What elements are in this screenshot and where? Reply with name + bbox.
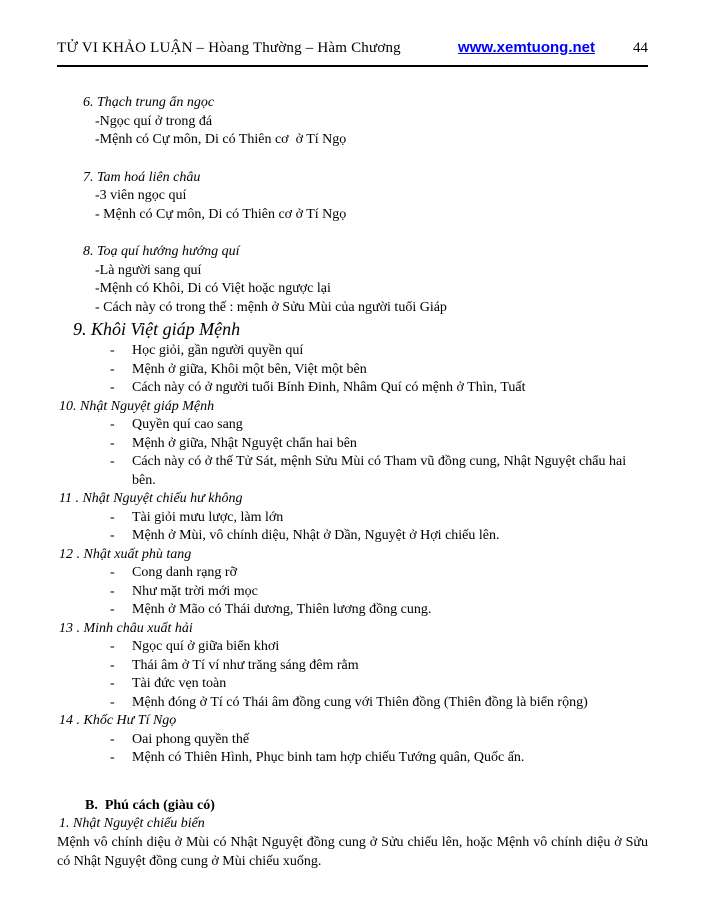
item-text: Oai phong quyền thế [132, 731, 250, 747]
list-item [57, 657, 648, 676]
dash-bullet: - [110, 602, 115, 617]
paragraph: Mệnh vô chính diệu ở Mùi có Nhật Nguyệt đồng cung ở Sửu chiếu lên, hoặc Mệnh vô chính diệu ở Sửu có Nhật Nguyệt đồng cung ở Mùi chiếu xuống. [57, 835, 648, 869]
item-text: Tài giỏi mưu lược, làm lớn [132, 509, 284, 525]
list-item: -Là người sang quí [95, 262, 202, 278]
item-text: Mệnh ở Mùi, vô chính diệu, Nhật ở Dần, Nguyệt ở Hợi chiếu lên. [132, 528, 500, 543]
dash-bullet: - [110, 343, 115, 358]
list-item: - Mệnh có Cự môn, Di có Thiên cơ ở Tí Ngọ [95, 206, 347, 222]
content [57, 94, 648, 871]
list-item: -3 viên ngọc quí [95, 188, 187, 203]
item-text: Quyền quí cao sang [132, 417, 243, 432]
item-text: Tài đức vẹn toàn [132, 676, 227, 691]
item-text: Mệnh ở giữa, Nhật Nguyệt chẩn hai bên [132, 435, 357, 451]
section-spacer [57, 768, 648, 797]
dash-bullet: - [110, 454, 115, 469]
dash-bullet: - [110, 750, 115, 765]
dash-bullet: - [110, 676, 115, 691]
list-item [57, 694, 648, 713]
dash-bullet: - [110, 657, 115, 673]
item-text: Cách này có ở thế Tử Sát, mệnh Sửu Mùi có Tham vũ đồng cung, Nhật Nguyệt chẩu hai bên. [132, 454, 627, 488]
list-item [57, 361, 648, 380]
item-text: Thái âm ở Tí ví như trăng sáng đêm rằm [132, 657, 359, 673]
list-item [57, 749, 648, 768]
section-heading: 8. Toạ quí hướng hướng quí [83, 244, 240, 259]
list-item: - Cách này có trong thế : mệnh ở Sửu Mùi của người tuổi Giáp [95, 299, 447, 315]
section-heading: 1. Nhật Nguyệt chiếu biến [59, 816, 205, 831]
item-text: Như mặt trời mới mọc [132, 583, 258, 599]
list-item [57, 435, 648, 454]
list-item [57, 601, 648, 620]
list-item [57, 583, 648, 602]
list-item: -Mệnh có Cự môn, Di có Thiên cơ ở Tí Ngọ [95, 132, 347, 147]
page-header [57, 38, 648, 58]
item-text: Cong danh rạng rỡ [132, 565, 237, 580]
list-item [57, 527, 648, 546]
section-heading: 13 . Minh châu xuất hải [59, 620, 193, 636]
section-spacer [57, 150, 648, 169]
list-item [57, 509, 648, 528]
section-heading: 9. Khôi Việt giáp Mệnh [73, 319, 241, 339]
section-heading: 11 . Nhật Nguyệt chiếu hư không [59, 491, 243, 506]
section-heading: B. Phú cách (giàu có) [85, 797, 215, 813]
list-item [57, 453, 648, 490]
dash-bullet: - [110, 731, 115, 747]
list-item [57, 379, 648, 398]
list-item [57, 564, 648, 583]
list-item [57, 638, 648, 657]
section-heading: 6. Thạch trung ẩn ngọc [83, 95, 215, 110]
item-text: Mệnh ở giữa, Khôi một bên, Việt một bên [132, 361, 367, 377]
dash-bullet: - [110, 417, 115, 432]
list-item [57, 675, 648, 694]
dash-bullet: - [110, 639, 115, 654]
section-heading: 7. Tam hoá liên châu [83, 169, 201, 185]
item-text: Mệnh có Thiên Hình, Phục binh tam hợp chiếu Tướng quân, Quốc ấn. [132, 750, 525, 765]
section-heading: 14 . Khốc Hư Tí Ngọ [59, 713, 177, 728]
section-heading: 10. Nhật Nguyệt giáp Mệnh [59, 398, 215, 414]
dash-bullet: - [110, 380, 115, 395]
list-item: -Ngọc quí ở trong đá [95, 113, 213, 129]
item-text: Ngọc quí ở giữa biển khơi [132, 639, 280, 654]
list-item [57, 731, 648, 750]
list-item: -Mệnh có Khôi, Di có Việt hoặc ngược lại [95, 281, 331, 296]
dash-bullet: - [110, 509, 115, 525]
item-text: Mệnh ở Mão có Thái dương, Thiên lương đồng cung. [132, 602, 432, 617]
dash-bullet: - [110, 565, 115, 580]
section-spacer [57, 224, 648, 243]
page-number: 44 [633, 40, 648, 56]
section-heading: 12 . Nhật xuất phù tang [59, 546, 192, 562]
item-text: Cách này có ở người tuổi Bính Đinh, Nhâm Quí có mệnh ở Thìn, Tuất [132, 380, 526, 395]
website-link[interactable]: www.xemtuong.net [458, 39, 595, 56]
header-divider [57, 65, 648, 67]
item-text: Mệnh đóng ở Tí có Thái âm đồng cung với Thiên đồng (Thiên đồng là biển rộng) [132, 694, 588, 710]
list-item [57, 342, 648, 361]
list-item [57, 416, 648, 435]
dash-bullet: - [110, 694, 115, 710]
header-title: TỬ VI KHẢO LUẬN – Hòang Thường – Hàm Chương [57, 40, 401, 56]
dash-bullet: - [110, 528, 115, 543]
dash-bullet: - [110, 583, 115, 599]
dash-bullet: - [110, 435, 115, 451]
dash-bullet: - [110, 361, 115, 377]
item-text: Học giỏi, gần người quyền quí [132, 343, 304, 358]
